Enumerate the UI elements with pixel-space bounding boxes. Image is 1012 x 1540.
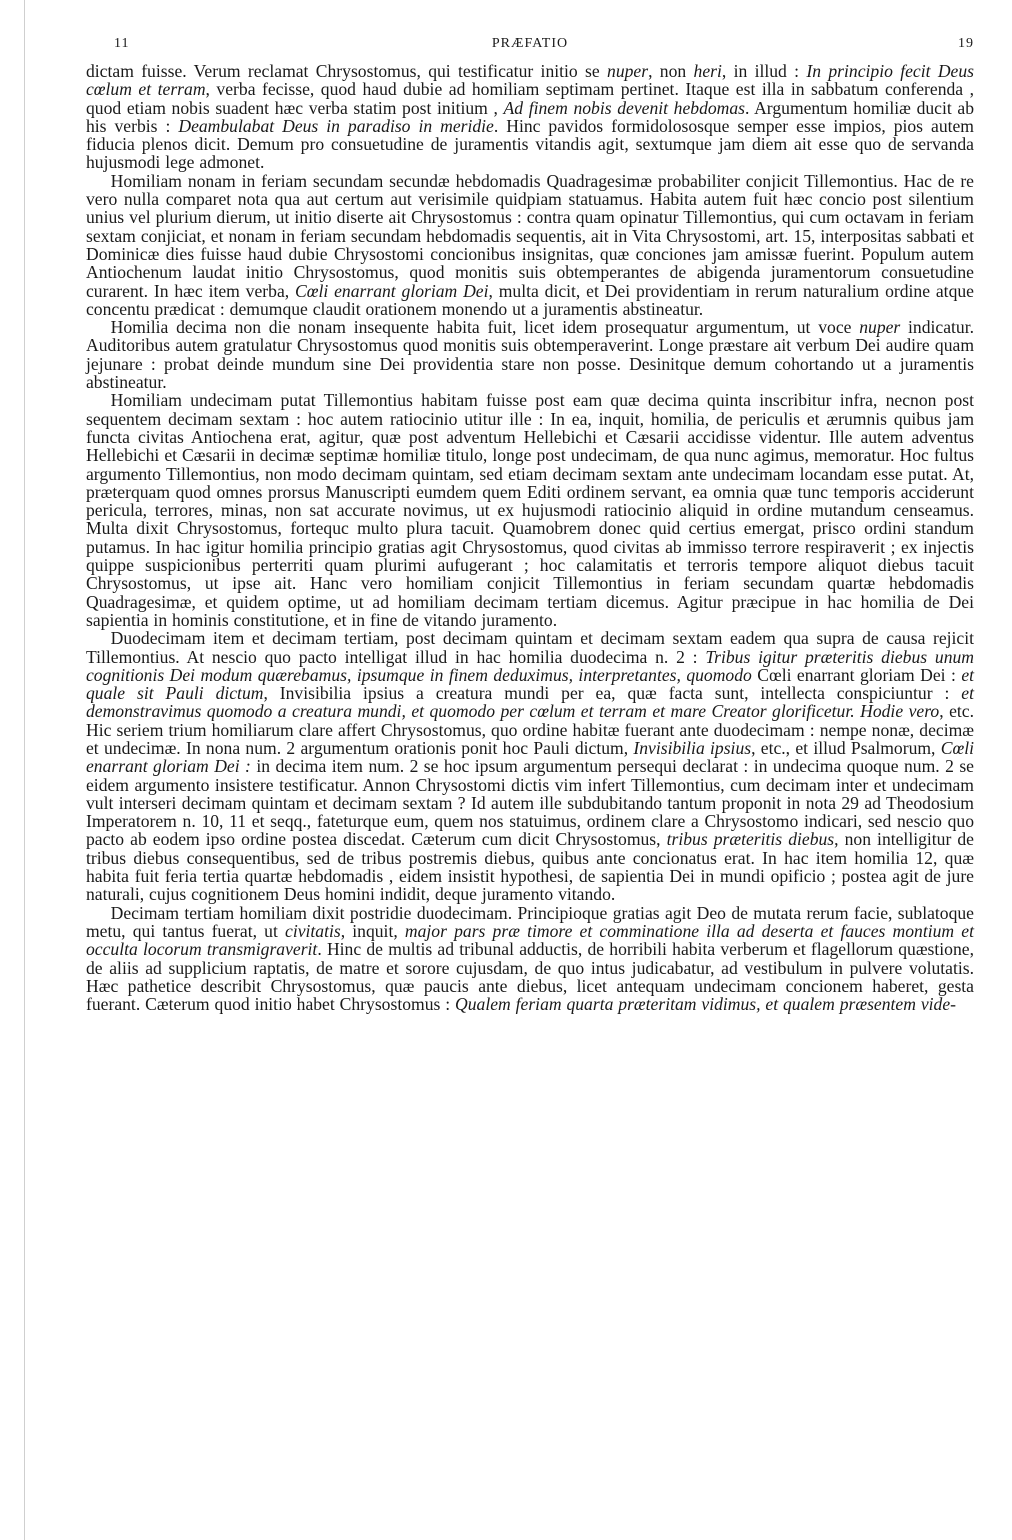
italic-run: et demonstravimus quomodo a creatura mundi, et quomodo per cœlum et terram et mare Creator glorificetur. Hodie vero (86, 683, 974, 722)
text-run: . Argumentum homiliæ ducit ab his verbis : (86, 97, 974, 136)
text-run: Homilia decima non die nonam insequente habita fuit, licet idem prosequatur argumentum, ut voce (110, 317, 860, 338)
paragraph (86, 904, 974, 1014)
italic-run: tribus præteritis diebus (666, 829, 835, 850)
running-header (86, 36, 974, 58)
italic-run: Invisibilia ipsius (633, 737, 752, 758)
text-run: indicatur. Auditoribus autem gratulatur Chrysostomus quod monitis suis obtemperaverint. Longe præstare ait verbum Dei audire quam jejunare : probat deinde mundum sine Dei providentia stare non posse. Desinitque demum cohortando ut a juramentis abstineatur. (86, 317, 975, 393)
text-run: Decimam tertiam homiliam dixit postridie duodecimam. Principioque gratias agit Deo de mutata rerum facie, sublatoque metu, qui tantus fuerat, ut (86, 902, 974, 941)
paragraph (86, 62, 974, 172)
italic-run: Ad finem nobis devenit hebdomas (503, 97, 746, 118)
italic-run: Cœli enarrant gloriam Dei : (86, 737, 974, 777)
text-run: , etc., et illud Psalmorum, (751, 737, 941, 758)
paragraph (86, 318, 974, 391)
text-run: dictam fuisse. Verum reclamat Chrysostomus, qui testificatur initio se (86, 61, 608, 81)
text-run: Cœli enarrant gloriam Dei : (751, 664, 962, 685)
italic-run: Deambulabat Deus in paradiso in meridie (178, 115, 494, 136)
page-edge-line (24, 0, 25, 1540)
italic-run: Qualem feriam quarta præteritam vidimus, et qualem præsentem vide- (455, 994, 956, 1015)
text-run: . Hinc de multis ad tribunal adductis, de horribili habita verberum et flagellorum quæstione, de aliis ad supplicium raptatis, de matre et sorore cujusdam, de quo intus judicabatur, ad vestibulum in pulvere volutatis. Hæc pathetice describit Chrysostomus, quæ paucis ante diebus, licet antequam undecimam concionem haberet, gesta fuerant. Cæterum quod initio habet Chrysostomus : (86, 939, 974, 1015)
text-run: . Hinc pavidos formidolososque semper esse impios, pios autem fiducia plenos dicit. Demum pro consuetudine de juramentis vitandis agit, sextumque jam diem ait esse quo de servanda hujusmodi lege admonet. (86, 115, 974, 173)
italic-run: In principio fecit Deus cœlum et terram (86, 61, 974, 100)
body-text (86, 62, 974, 1013)
italic-run: et quale sit Pauli dictum (86, 664, 975, 704)
text-run: , non (648, 61, 694, 81)
italic-run: nuper (607, 61, 649, 81)
italic-run: Tribus igitur præteritis diebus unum cognitionis Dei modum quærebamus, ipsumque in finem deduximus, interpretantes, quomodo (86, 646, 974, 685)
paragraph (86, 172, 974, 318)
text-run: , etc. Hic seriem trium homiliarum clare affert Chrysostomus, quo ordine habitæ fuerant ante duodecimam : nempe nonæ, decimæ et undecimæ. In nona num. 2 argumentum orationis ponit hoc Pauli dictum, (86, 701, 975, 758)
italic-run: major pars præ timore et comminatione illa ad deserta et fauces montium et occulta locorum transmigraverit (86, 920, 974, 960)
header-left-number: 11 (114, 36, 130, 51)
text-run: in decima item num. 2 se hoc ipsum argumentum persequi declarat : in undecima quoque num. 2 se eidem argumento insistere testificatur. Annon Chrysostomi dictis vim infert Tillemontius, cum decimam inter et undecimam vult interseri decimam quintam et decimam sextam ? Id autem ille subdubitando tantum proponit in nota 29 ad Theodosium Imperatorem n. 10, 11 et seqq., fateturque eum, quem nos statuimus, ordinem clare a Chrysostomo indicari, sed nescio quo pacto ab eodem ipso ordine postea discedat. Cæterum cum dicit Chrysostomus, (86, 756, 974, 850)
italic-run: nuper (859, 317, 901, 338)
text-run: , multa dicit, et Dei providentiam in rerum naturalium ordine atque concentu prædicat : demumque claudit orationem monendo ut a juramentis abstineatur. (86, 280, 974, 319)
text-run: Homiliam undecimam putat Tillemontius habitam fuisse post eam quæ decima quinta inscribitur infra, necnon post sequentem decimam sextam : hoc autem ratiocinio utitur ille : In ea, inquit, homilia, de periculis et ærumnis quibus jam functa civitas Antiochena erat, agitur, quæ post adventum Hellebichi et Cæsarii accidisse videntur. Ille autem adventus Hellebichi et Cæsarii in decimæ septimæ homiliæ titulo, longe post undecimam, de qua nunc agimus, memoratur. Hoc fultus argumento Tillemontius, non modo decimam quintam, sed etiam decimam sextam ante undecimam locandam esse putat. At, præterquam quod omnes prorsus Manuscripti eumdem quem Editi ordinem servant, ea omnia quæ tunc temporis acciderunt pericula, terrores, minas, non sat accurate novimus, ut ex hujusmodi ratiocinio aliquid in ordine mutandum censeamus. Multa dixit Chrysostomus, fortequc multo plura tacuit. Quamobrem donec quid certius emergat, prisco ordini standum putamus. In hac igitur homilia principio gratias agit Chrysostomus, quod civitas ab immisso terrore respiraverit ; ex injectis quippe suspicionibus perterriti quam plurimi aufugerant ; hoc calamitatis et terroris tempore aliquot diebus tacuit Chrysostomus, ut ipse ait. Hanc vero homiliam conjicit Tillemontius in feriam secundam quartæ hebdomadis Quadragesimæ, et quidem optime, ut ad homiliam decimam tertiam dicemus. Agitur præcipue in hac homilia de Dei sapientia in hominis constitutione, et in fine de vitando juramento. (86, 390, 974, 630)
italic-run: civitatis (285, 920, 341, 941)
page-number: 19 (958, 36, 974, 51)
text-run: Homiliam nonam in feriam secundam secundæ hebdomadis Quadragesimæ probabiliter conjicit Tillemontius. Hac de re vero nulla comparet nota qua aut certum aut verisimile quidpiam statuamus. Habita autem fuit hæc concio post silentium unius vel plurium dierum, ut initio diserte ait Chrysostomus : contra quam opinatur Tillemontius, qui cum octavam in feriam sextam conjiciat, et nonam in feriam secundam hebdomadis sequentis, ait in Vita Chrysostomi, art. 15, interpositas sabbati et Dominicæ dies fuisse haud dubie Chrysostomi concionibus insignitas, quæ conciones jam amissæ fuerint. Populum autem Antiochenum laudat initio Chrysostomus, quod monitis suis obtemperantes de abigenda juramentorum consuetudine curarent. In hæc item verba, (86, 170, 974, 301)
text-run: , in illud : (721, 61, 807, 81)
header-title: PRÆFATIO (491, 36, 569, 51)
italic-run: heri (693, 61, 722, 81)
text-run: , verba fecisse, quod haud dubie ad homiliam septimam pertinet. Itaque est illa in sabbatum conferenda , quod etiam nobis suadent hæc verba statim post initium , (86, 79, 974, 118)
document-page (86, 36, 974, 1013)
paragraph (86, 629, 974, 903)
text-run: , non intelligitur de tribus diebus consequentibus, sed de tribus postremis diebus, quibus ante concionatus erat. In hac item homilia 12, quæ habita fuit feria tertia quartæ hebdomadis , eidem insistit hypothesi, de sapientia Dei in mundi opificio ; postea agit de jure naturali, cujus cognitionem Deus homini indidit, deque juramento vitando. (86, 829, 974, 905)
text-run: Duodecimam item et decimam tertiam, post decimam quintam et decimam sextam eadem qua supra de causa rejicit Tillemontius. At nescio quo pacto intelligat illud in hac homilia duodecima n. 2 : (86, 628, 974, 667)
text-run: , Invisibilia ipsius a creatura mundi per ea, quæ facta sunt, intellecta conspiciuntur : (263, 683, 962, 704)
text-run: , inquit, (340, 920, 405, 941)
paragraph (86, 391, 974, 629)
italic-run: Cœli enarrant gloriam Dei (295, 280, 489, 301)
